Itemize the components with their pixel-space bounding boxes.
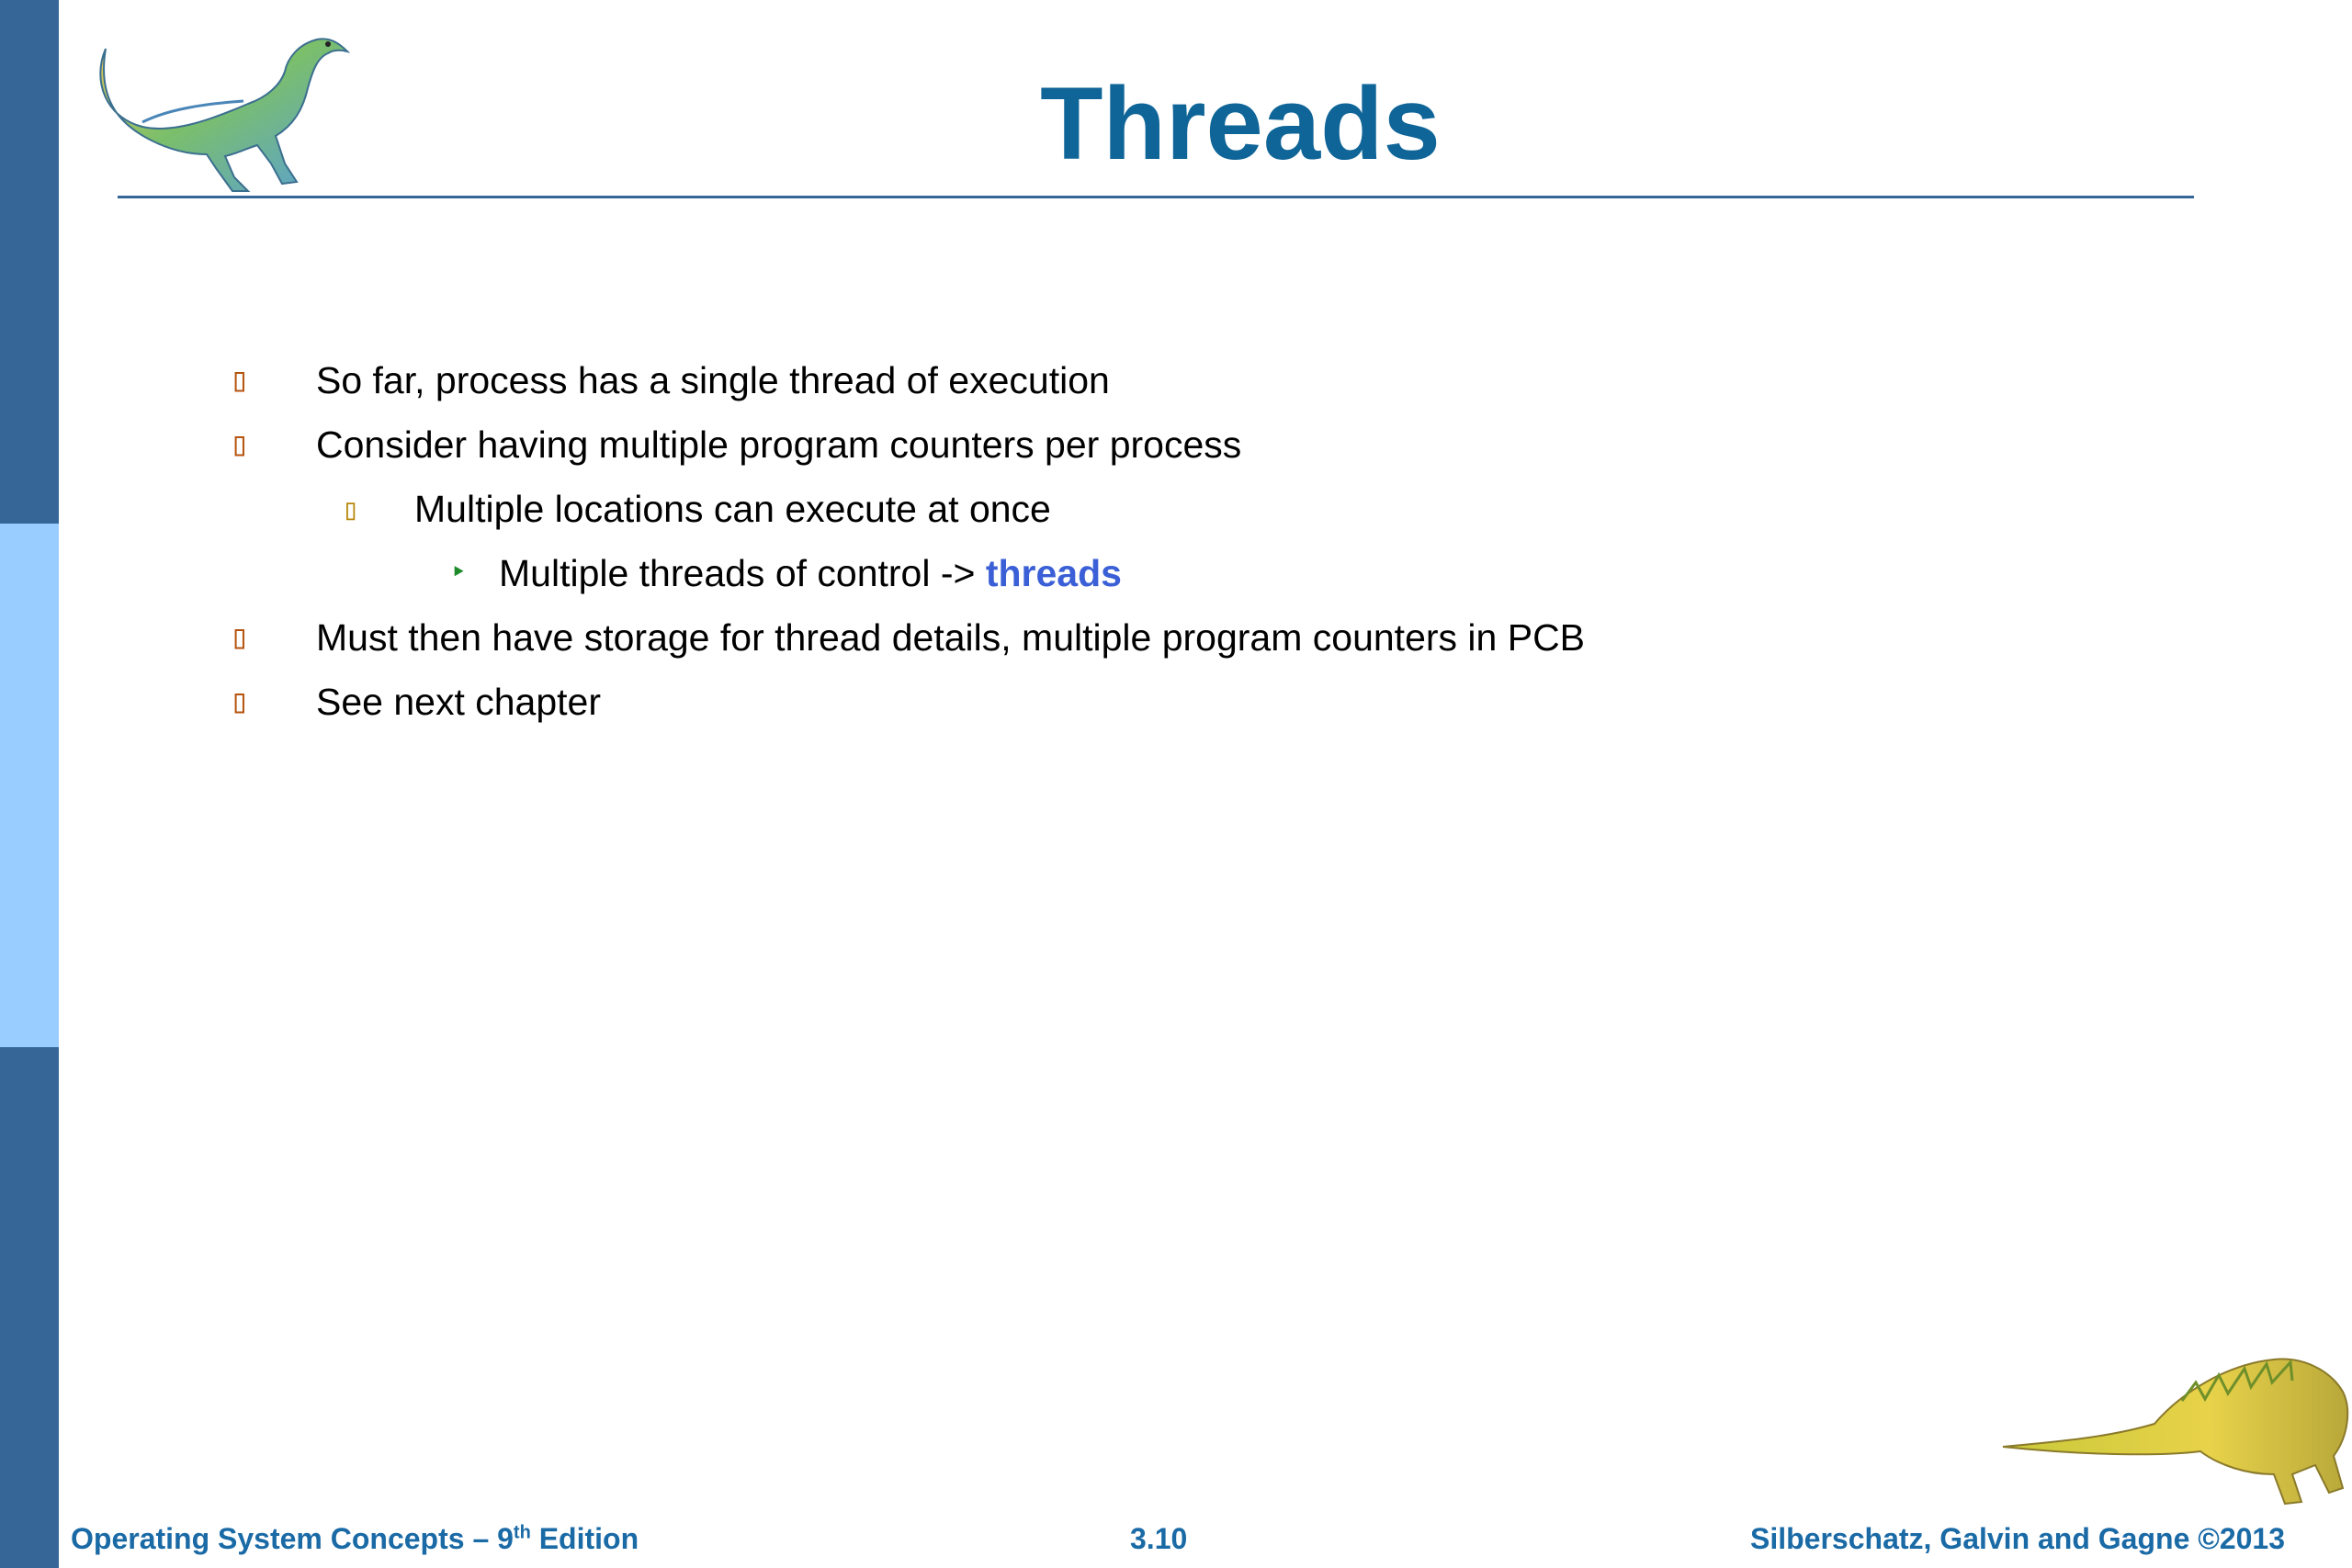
bullet-text: Consider having multiple program counters per process — [316, 423, 1242, 466]
bullet-marker: ▯ — [230, 618, 250, 656]
footer-book-suffix: Edition — [530, 1522, 639, 1555]
bullet-text: Must then have storage for thread details, multiple program counters in PCB — [316, 616, 1586, 659]
footer-book-prefix: Operating System Concepts – 9 — [71, 1522, 514, 1555]
footer-book-title — [71, 1520, 639, 1557]
sub-sub-bullet-text — [499, 551, 1122, 595]
sub-bullet-marker: ▯ — [342, 491, 360, 526]
bullet-marker: ▯ — [230, 425, 250, 463]
bullet-marker: ▯ — [230, 361, 250, 399]
sub-sub-bullet-marker: ‣ — [450, 557, 468, 589]
slide-title: Threads — [1040, 66, 1441, 181]
footer-copyright: Silberschatz, Galvin and Gagne ©2013 — [1750, 1522, 2286, 1555]
sub-bullet-text: Multiple locations can execute at once — [414, 488, 1051, 530]
bullet-marker: ▯ — [230, 682, 250, 720]
footer-edition-sup: th — [513, 1522, 531, 1543]
sidebar-band-highlight — [0, 524, 59, 1047]
footer-slide-number: 3.10 — [1130, 1522, 1188, 1555]
bullet-text: See next chapter — [316, 681, 601, 723]
dinosaur-logo-icon — [87, 17, 363, 196]
threads-keyword: threads — [985, 552, 1122, 594]
sub-sub-bullet-plain: Multiple threads of control -> — [499, 552, 986, 594]
bullet-text: So far, process has a single thread of execution — [316, 359, 1110, 401]
dinosaur-crouching-icon — [1998, 1337, 2352, 1511]
title-divider — [118, 196, 2194, 198]
